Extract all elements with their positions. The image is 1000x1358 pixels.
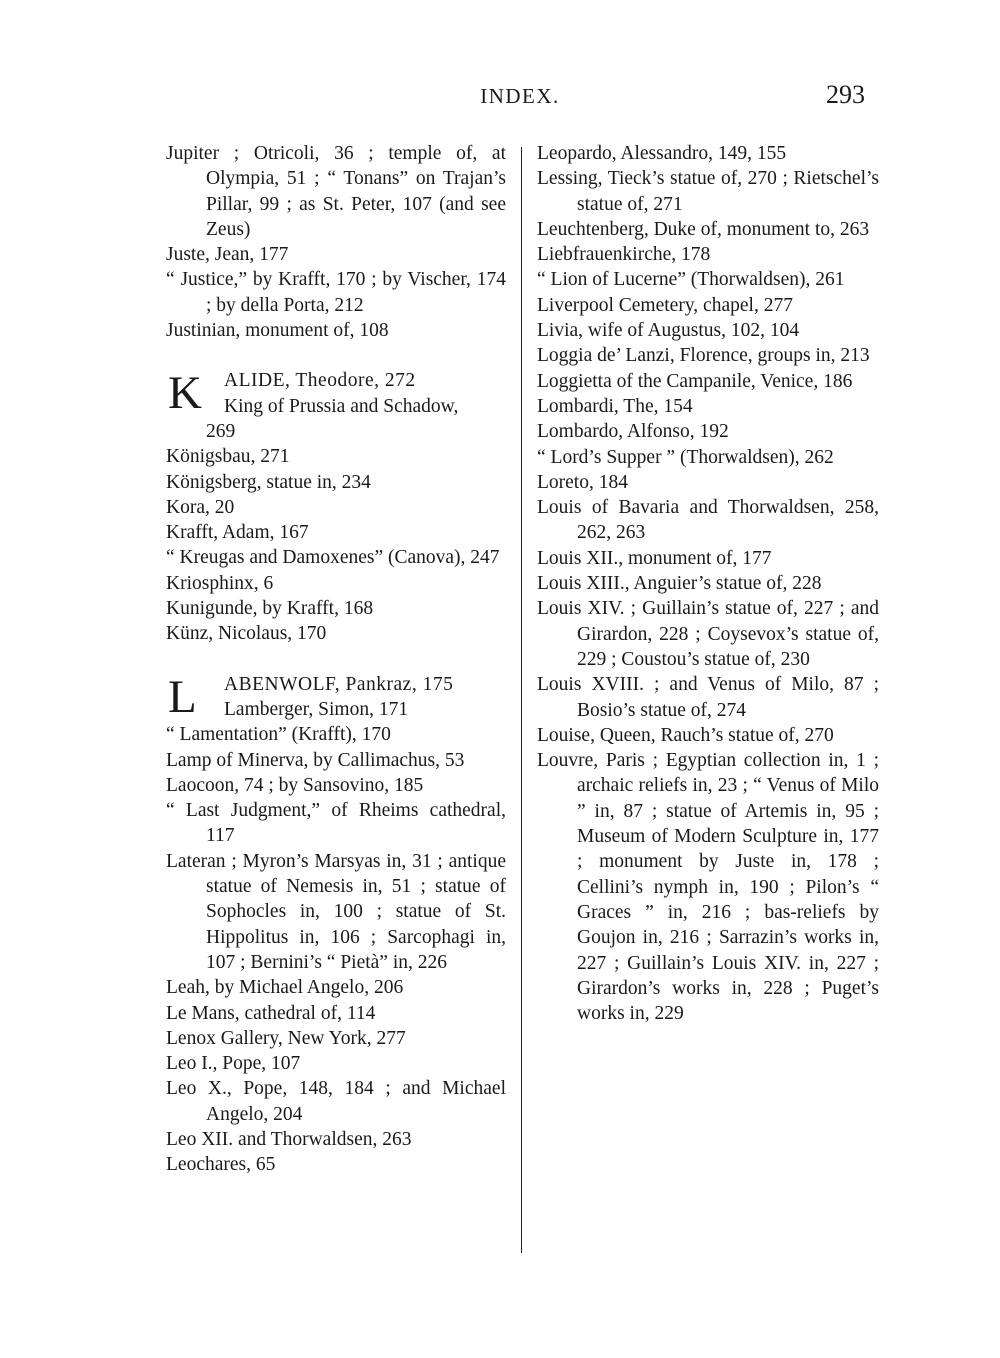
index-entry: Le Mans, cathedral of, 114 (166, 1002, 376, 1024)
index-entry: “ Lamentation” (Krafft), 170 (166, 724, 391, 746)
right-column (537, 141, 879, 1026)
index-entry: Louis XIII., Anguier’s statue of, 228 (537, 573, 822, 595)
index-entry: Laocoon, 74 ; by Sansovino, 185 (166, 774, 424, 796)
index-entry: Kora, 20 (166, 496, 235, 518)
index-entry: Louis XIV. ; Guillain’s statue of, 227 ; and Girardon, 228 ; Coysevox’s statue of, 229 ; Coustou’s statue of, 230 (537, 598, 879, 670)
dropcap-l: L (168, 670, 197, 723)
index-entry: Königsbau, 271 (166, 446, 290, 468)
index-entry: Kriosphinx, 6 (166, 572, 274, 594)
index-entry: Lenox Gallery, New York, 277 (166, 1027, 406, 1049)
section-k-first-line: ALIDE, Theodore, 272 (224, 370, 416, 392)
index-entry: Louis XII., monument of, 177 (537, 547, 772, 569)
index-entry: Loggietta of the Campanile, Venice, 186 (537, 370, 853, 392)
left-column (166, 141, 506, 1178)
section-l-heading (166, 672, 506, 723)
index-entry: “ Lord’s Supper ” (Thorwaldsen), 262 (537, 446, 834, 468)
index-entry: Livia, wife of Augustus, 102, 104 (537, 320, 800, 342)
index-entry: “ Kreugas and Damoxenes” (Canova), 247 (166, 547, 500, 569)
index-entry: Loreto, 184 (537, 471, 628, 493)
dropcap-k: K (168, 367, 202, 420)
index-entry: Louise, Queen, Rauch’s statue of, 270 (537, 724, 834, 746)
index-entry: Juste, Jean, 177 (166, 244, 289, 266)
index-entry: Leo X., Pope, 148, 184 ; and Michael Angelo, 204 (166, 1078, 506, 1125)
index-entry: Louis of Bavaria and Thorwaldsen, 258, 262, 263 (537, 497, 879, 544)
index-entry: Leo XII. and Thorwaldsen, 263 (166, 1128, 412, 1150)
index-entry: Louvre, Paris ; Egyptian collection in, 1 ; archaic reliefs in, 23 ; “ Venus of Milo ” in, 87 ; statue of Artemis in, 95 ; Museum of Modern Sculpture in, 177 ; monument by Juste in, 178 ; Cellini’s nymph in, 190 ; Pilon’s “ Graces ” in, 216 ; bas-reliefs by Goujon in, 216 ; Sarrazin’s works in, 227 ; Guillain’s Louis XIV. in, 227 ; Girardon’s works in, 228 ; Puget’s works in, 229 (537, 750, 879, 1025)
index-entry: Leopardo, Alessandro, 149, 155 (537, 143, 787, 164)
page-number: 293 (826, 80, 865, 109)
index-entry: Jupiter ; Otricoli, 36 ; temple of, at Olympia, 51 ; “ Tonans” on Trajan’s Pillar, 99 ; as St. Peter, 107 (and see Zeus) (166, 143, 506, 240)
index-entry: Krafft, Adam, 167 (166, 522, 309, 544)
page-header-title: INDEX. (480, 84, 560, 108)
index-entry: Lombardi, The, 154 (537, 395, 693, 417)
section-spacer (166, 343, 506, 368)
index-entry: Lateran ; Myron’s Marsyas in, 31 ; antique statue of Nemesis in, 51 ; statue of Sophocles in, 100 ; statue of St. Hippolitus in, 106 ; Sarcophagi in, 107 ; Bernini’s “ Pietà” in, 226 (166, 850, 506, 973)
index-entry: Leo I., Pope, 107 (166, 1053, 301, 1075)
section-spacer (166, 647, 506, 672)
column-divider (521, 147, 522, 1253)
index-entry: “ Lion of Lucerne” (Thorwaldsen), 261 (537, 269, 845, 291)
index-entry: Kunigunde, by Krafft, 168 (166, 598, 374, 620)
index-entry: Lamp of Minerva, by Callimachus, 53 (166, 749, 465, 771)
index-entry: Justinian, monument of, 108 (166, 320, 389, 342)
index-entry: Liebfrauenkirche, 178 (537, 244, 711, 266)
index-entry: Loggia de’ Lanzi, Florence, groups in, 213 (537, 345, 870, 367)
index-entry: Königsberg, statue in, 234 (166, 471, 371, 493)
section-k-continuation: 269 (206, 420, 236, 442)
index-entry: Leochares, 65 (166, 1154, 276, 1176)
index-entry: “ Last Judgment,” of Rheims cathedral, 117 (166, 800, 506, 847)
index-entry: Lessing, Tieck’s statue of, 270 ; Rietschel’s statue of, 271 (537, 168, 879, 215)
section-l-second-line: Lamberger, Simon, 171 (224, 698, 409, 720)
index-entry: “ Justice,” by Krafft, 170 ; by Vischer, 174 ; by della Porta, 212 (166, 269, 506, 316)
index-entry: Lombardo, Alfonso, 192 (537, 421, 729, 443)
section-k-heading (166, 368, 506, 419)
section-k-second-line: King of Prussia and Schadow, (224, 395, 459, 417)
section-l-first-line: ABENWOLF, Pankraz, 175 (224, 673, 454, 695)
index-entry: Leah, by Michael Angelo, 206 (166, 977, 404, 999)
index-entry: Louis XVIII. ; and Venus of Milo, 87 ; Bosio’s statue of, 274 (537, 674, 879, 721)
index-entry: Leuchtenberg, Duke of, monument to, 263 (537, 218, 870, 240)
index-entry: Liverpool Cemetery, chapel, 277 (537, 294, 793, 316)
index-entry: Künz, Nicolaus, 170 (166, 623, 327, 645)
